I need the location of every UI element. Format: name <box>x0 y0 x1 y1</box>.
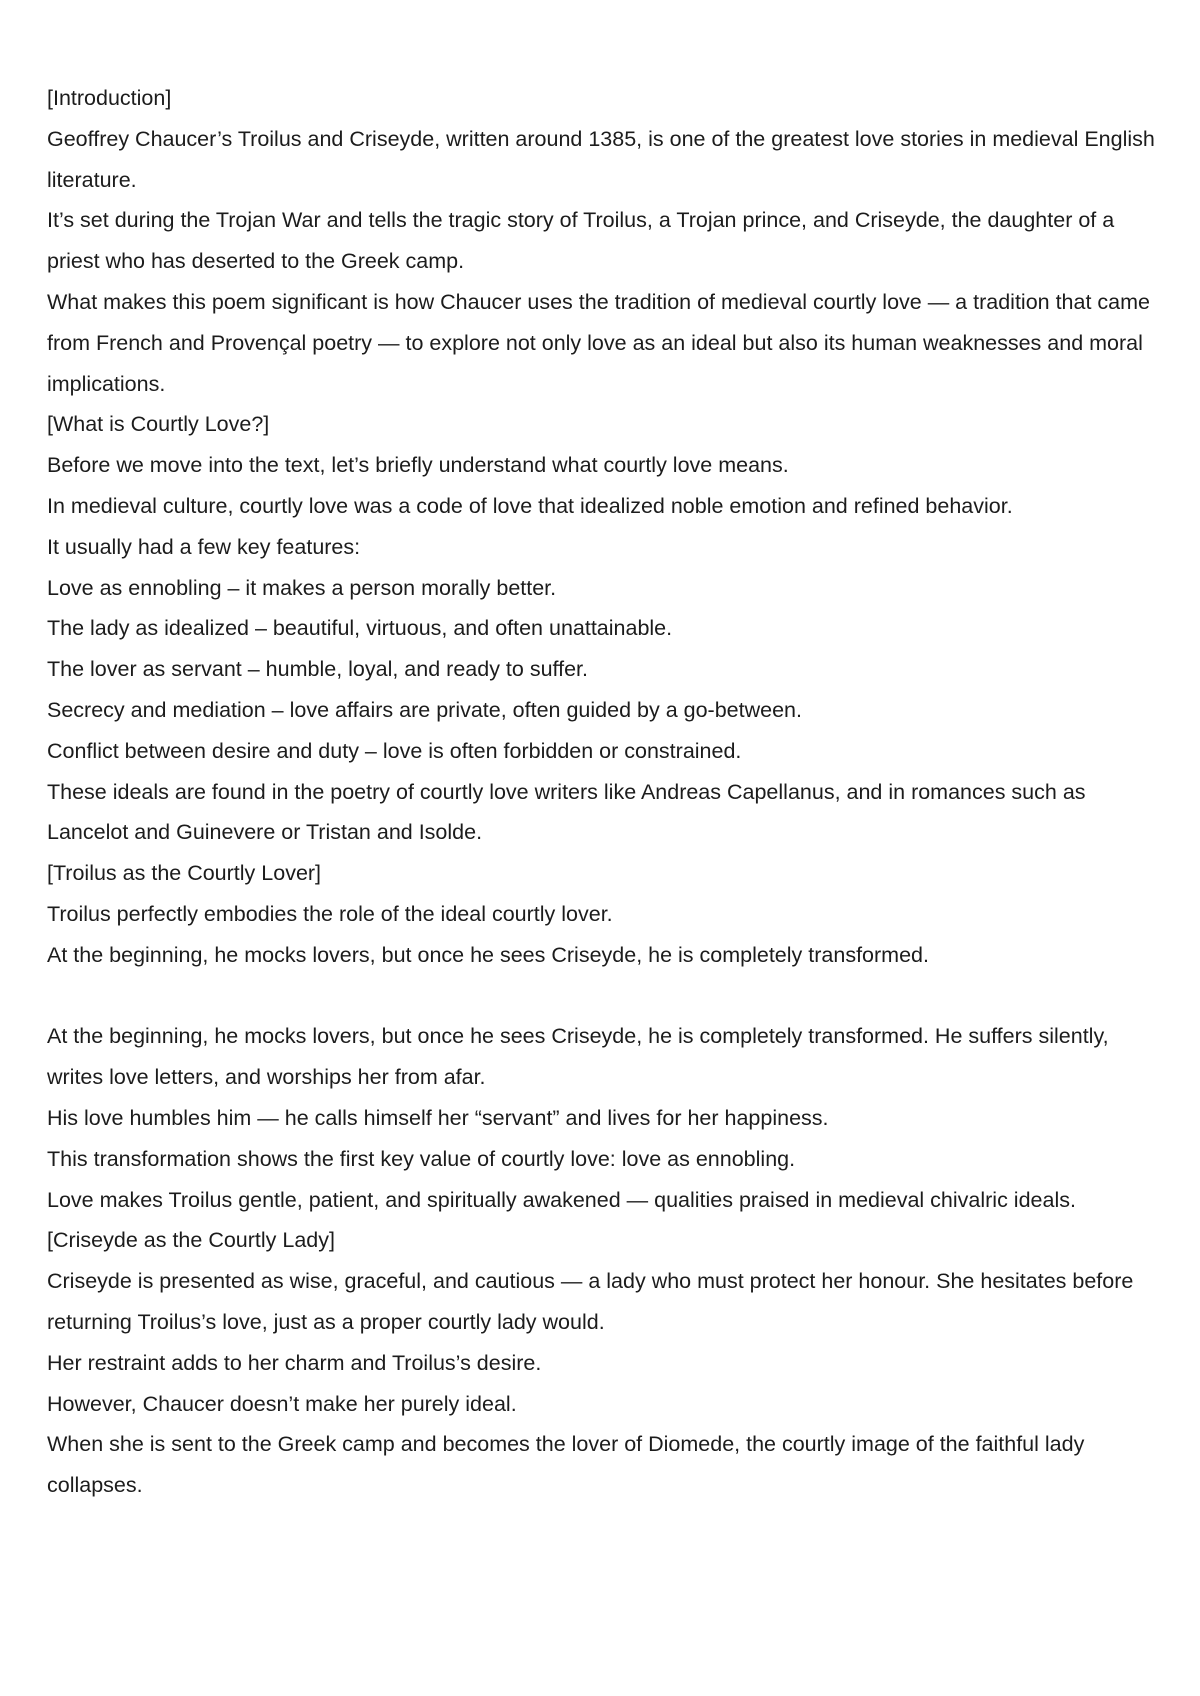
feature-item: Love as ennobling – it makes a person morally better. <box>47 575 557 600</box>
feature-item: Secrecy and mediation – love affairs are private, often guided by a go-between. <box>47 697 802 722</box>
paragraph: His love humbles him — he calls himself her “servant” and lives for her happiness. <box>47 1105 829 1130</box>
paragraph: These ideals are found in the poetry of courtly love writers like Andreas Capellanus, and in romances such as Lancelot and Guinevere or Tristan and Isolde. <box>47 779 1086 845</box>
paragraph: Troilus perfectly embodies the role of the ideal courtly lover. <box>47 901 613 926</box>
section-heading-criseyde: [Criseyde as the Courtly Lady] <box>47 1228 335 1253</box>
feature-item: Conflict between desire and duty – love is often forbidden or constrained. <box>47 738 742 763</box>
document-body <box>47 78 1167 1506</box>
blank-line <box>47 976 1167 1017</box>
paragraph: At the beginning, he mocks lovers, but once he sees Criseyde, he is completely transformed. <box>47 942 929 967</box>
paragraph: Before we move into the text, let’s briefly understand what courtly love means. <box>47 453 789 478</box>
paragraph: At the beginning, he mocks lovers, but once he sees Criseyde, he is completely transformed. He suffers silently, writes love letters, and worships her from afar. <box>47 1024 1109 1090</box>
paragraph: However, Chaucer doesn’t make her purely ideal. <box>47 1391 517 1416</box>
feature-item: The lover as servant – humble, loyal, and ready to suffer. <box>47 657 588 682</box>
feature-item: The lady as idealized – beautiful, virtuous, and often unattainable. <box>47 616 673 641</box>
paragraph: Her restraint adds to her charm and Troilus’s desire. <box>47 1350 542 1375</box>
paragraph: What makes this poem significant is how Chaucer uses the tradition of medieval courtly love — a tradition that came from French and Provençal poetry — to explore not only love as an ideal but also its human weaknesses and moral implications. <box>47 289 1150 396</box>
section-heading-troilus: [Troilus as the Courtly Lover] <box>47 861 322 886</box>
paragraph: It’s set during the Trojan War and tells the tragic story of Troilus, a Trojan prince, and Criseyde, the daughter of a priest who has deserted to the Greek camp. <box>47 208 1115 274</box>
section-heading-courtly-love: [What is Courtly Love?] <box>47 412 270 437</box>
paragraph: Love makes Troilus gentle, patient, and spiritually awakened — qualities praised in medieval chivalric ideals. <box>47 1187 1076 1212</box>
paragraph: Criseyde is presented as wise, graceful, and cautious — a lady who must protect her honour. She hesitates before returning Troilus’s love, just as a proper courtly lady would. <box>47 1269 1134 1334</box>
paragraph: It usually had a few key features: <box>47 534 361 559</box>
paragraph: Geoffrey Chaucer’s Troilus and Criseyde, written around 1385, is one of the greatest love stories in medieval English literature. <box>47 126 1155 192</box>
paragraph: When she is sent to the Greek camp and becomes the lover of Diomede, the courtly image of the faithful lady collapses. <box>47 1432 1085 1498</box>
paragraph: In medieval culture, courtly love was a code of love that idealized noble emotion and refined behavior. <box>47 493 1013 518</box>
paragraph: This transformation shows the first key value of courtly love: love as ennobling. <box>47 1146 796 1171</box>
section-heading-introduction: [Introduction] <box>47 86 172 110</box>
